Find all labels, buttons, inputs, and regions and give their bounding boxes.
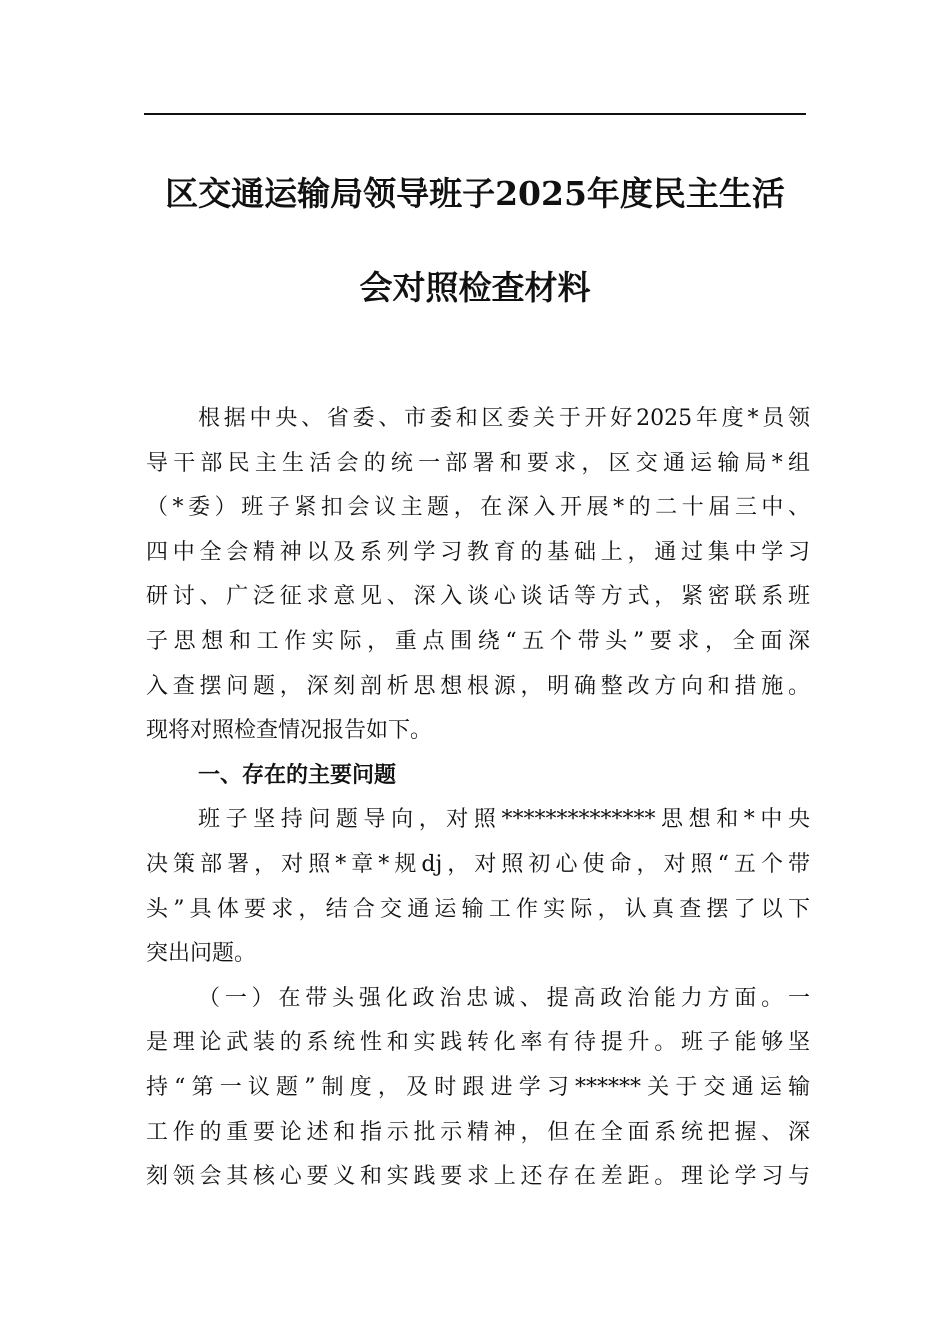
document-body	[146, 397, 810, 1200]
text-line: 头”具体要求，结合交通运输工作实际，认真查摆了以下	[146, 896, 810, 922]
text-line: 四中全会精神以及系列学习教育的基础上，通过集中学习	[146, 539, 810, 565]
document-title	[120, 166, 830, 354]
text-line: 研讨、广泛征求意见、深入谈心谈话等方式，紧密联系班	[146, 584, 810, 610]
paragraph-intro	[146, 397, 810, 754]
text-line: （*委）班子紧扣会议主题，在深入开展*的二十届三中、	[146, 495, 810, 521]
text-line: 刻领会其核心要义和实践要求上还存在差距。理论学习与	[146, 1164, 810, 1190]
section-heading: 一、存在的主要问题	[198, 762, 397, 788]
text-line: 决策部署，对照*章*规dj，对照初心使命，对照“五个带	[146, 851, 810, 877]
text-line: 入查摆问题，深刻剖析思想根源，明确整改方向和措施。	[146, 673, 810, 699]
text-line: 工作的重要论述和指示批示精神，但在全面系统把握、深	[146, 1119, 810, 1145]
text-line: 突出问题。	[146, 941, 257, 967]
text-line: 现将对照检查情况报告如下。	[146, 718, 433, 744]
text-line: 是理论武装的系统性和实践转化率有待提升。班子能够坚	[146, 1030, 810, 1056]
header-rule	[144, 113, 806, 115]
text-line: （一）在带头强化政治忠诚、提高政治能力方面。一	[198, 985, 810, 1011]
text-line: 持“第一议题”制度，及时跟进学习******关于交通运输	[146, 1074, 810, 1100]
paragraph-political-loyalty	[146, 977, 810, 1200]
title-line-1: 区交通运输局领导班子2025年度民主生活	[165, 174, 785, 213]
text-line: 导干部民主生活会的统一部署和要求，区交通运输局*组	[146, 450, 810, 476]
paragraph-problems-intro	[146, 798, 810, 976]
title-line-2: 会对照检查材料	[359, 268, 591, 307]
text-line: 子思想和工作实际，重点围绕“五个带头”要求，全面深	[146, 628, 810, 654]
text-line: 班子坚持问题导向，对照**************思想和*中央	[198, 807, 810, 833]
text-line: 根据中央、省委、市委和区委关于开好2025年度*员领	[198, 406, 810, 431]
